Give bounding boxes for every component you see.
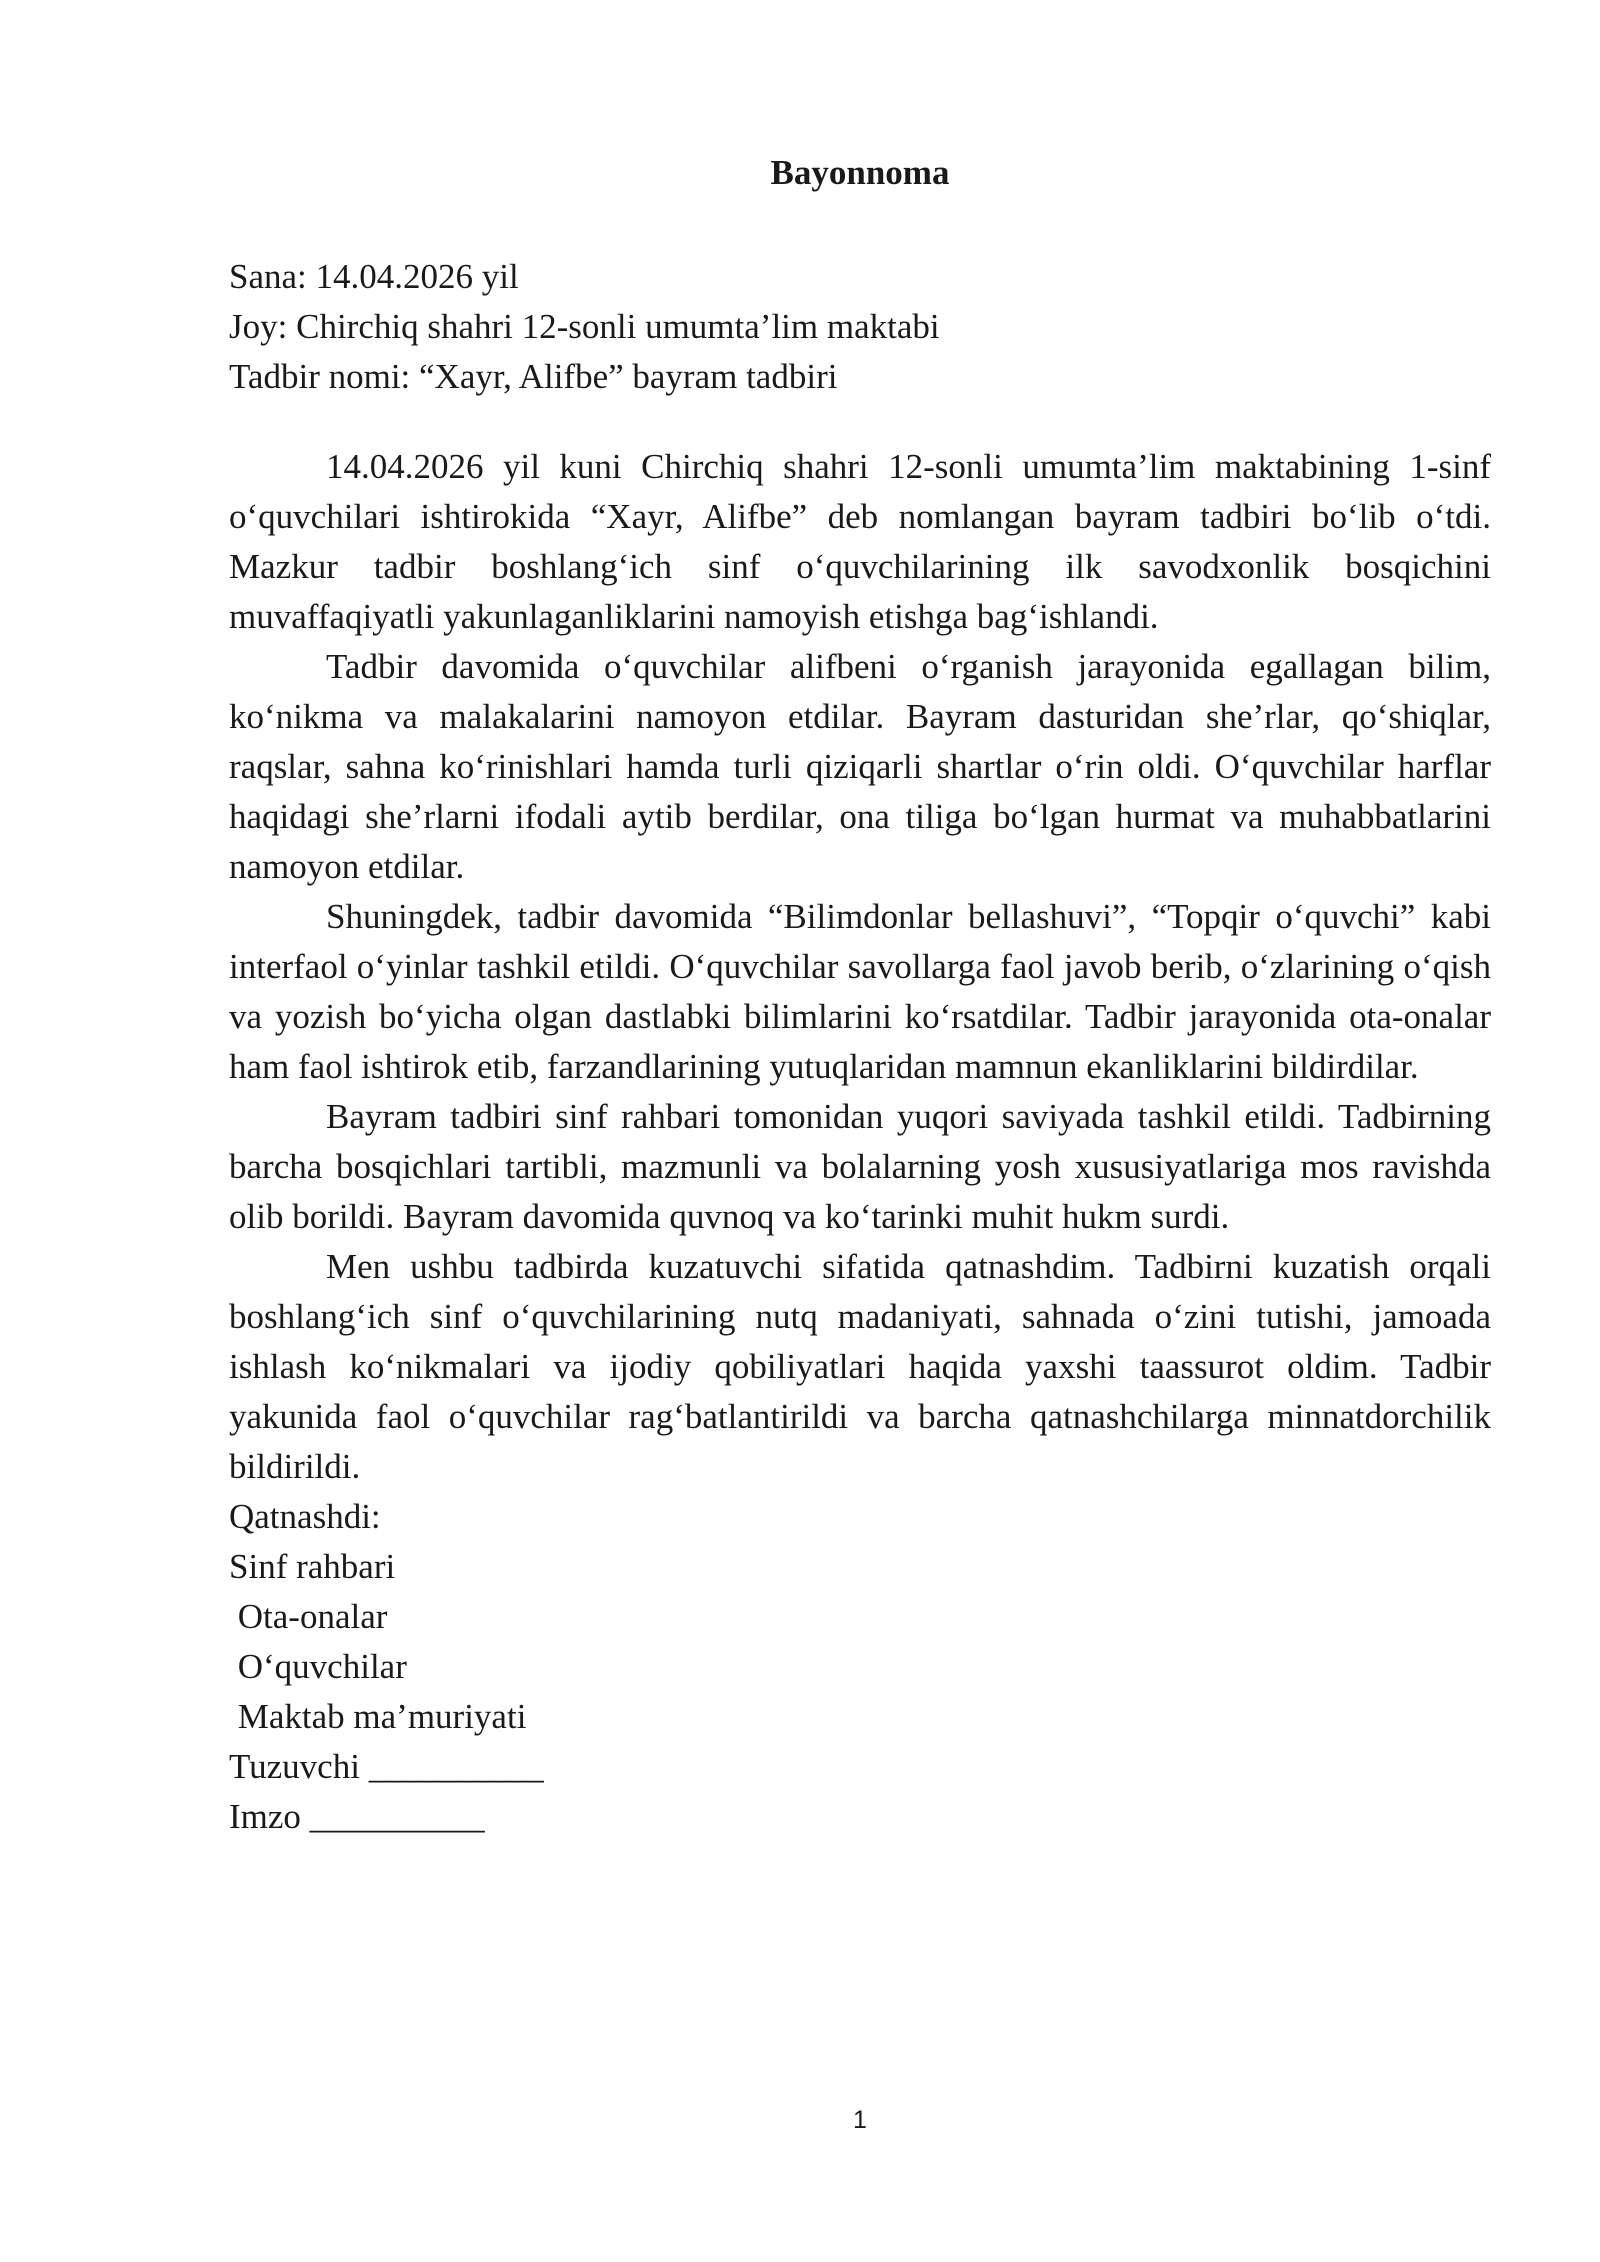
participants-block [229, 1492, 1491, 1842]
page-number: 1 [853, 2106, 867, 2134]
meta-date: Sana: 14.04.2026 yil [229, 257, 519, 296]
paragraph-1: 14.04.2026 yil kuni Chirchiq shahri 12-sonli umumta’lim maktabining 1-sinf o‘quvchilari ishtirokida “Xayr, Alifbe” deb nomlangan bayram tadbiri bo‘lib o‘tdi. Mazkur tadbir boshlang‘ich sinf o‘quvchilarining ilk savodxonlik bosqichini muvaffaqiyatli yakunlaganliklarini namoyish etishga bag‘ishlandi. [229, 447, 1491, 636]
document-meta [229, 252, 1489, 402]
participants-label: Qatnashdi: [229, 1497, 381, 1536]
paragraph-5: Men ushbu tadbirda kuzatuvchi sifatida qatnashdim. Tadbirni kuzatish orqali boshlang‘ich sinf o‘quvchilarining nutq madaniyati, sahnada o‘zini tutishi, jamoada ishlash ko‘nikmalari va ijodiy qobiliyatlari haqida yaxshi taassurot oldim. Tadbir yakunida faol o‘quvchilar rag‘batlantirildi va barcha qatnashchilarga minnatdorchilik bildirildi. [229, 1247, 1491, 1486]
paragraph-3: Shuningdek, tadbir davomida “Bilimdonlar bellashuvi”, “Topqir o‘quvchi” kabi interfaol o‘yinlar tashkil etildi. O‘quvchilar savollarga faol javob berib, o‘zlarining o‘qish va yozish bo‘yicha olgan dastlabki bilimlarini ko‘rsatdilar. Tadbir jarayonida ota-onalar ham faol ishtirok etib, farzandlarining yutuqlaridan mamnun ekanliklarini bildirdilar. [229, 897, 1491, 1086]
document-title: Bayonnoma [770, 153, 950, 192]
participant-item: Ota-onalar [229, 1597, 388, 1636]
paragraph-4: Bayram tadbiri sinf rahbari tomonidan yuqori saviyada tashkil etildi. Tadbirning barcha bosqichlari tartibli, mazmunli va bolalarning yosh xususiyatlariga mos ravishda olib borildi. Bayram davomida quvnoq va ko‘tarinki muhit hukm surdi. [229, 1097, 1491, 1236]
participant-item: Maktab ma’muriyati [229, 1697, 527, 1736]
compiler-line: Tuzuvchi __________ [229, 1747, 544, 1786]
meta-place: Joy: Chirchiq shahri 12-sonli umumta’lim maktabi [229, 307, 940, 346]
paragraph-2: Tadbir davomida o‘quvchilar alifbeni o‘rganish jarayonida egallagan bilim, ko‘nikma va malakalarini namoyon etdilar. Bayram dasturidan she’rlar, qo‘shiqlar, raqslar, sahna ko‘rinishlari hamda turli qiziqarli shartlar o‘rin oldi. O‘quvchilar harflar haqidagi she’rlarni ifodali aytib berdilar, ona tiliga bo‘lgan hurmat va muhabbatlarini namoyon etdilar. [229, 647, 1491, 886]
document-body [229, 442, 1491, 1842]
participant-item: Sinf rahbari [229, 1547, 396, 1586]
signature-line: Imzo __________ [229, 1797, 485, 1836]
meta-event: Tadbir nomi: “Xayr, Alifbe” bayram tadbiri [229, 357, 838, 396]
participant-item: O‘quvchilar [229, 1647, 407, 1686]
